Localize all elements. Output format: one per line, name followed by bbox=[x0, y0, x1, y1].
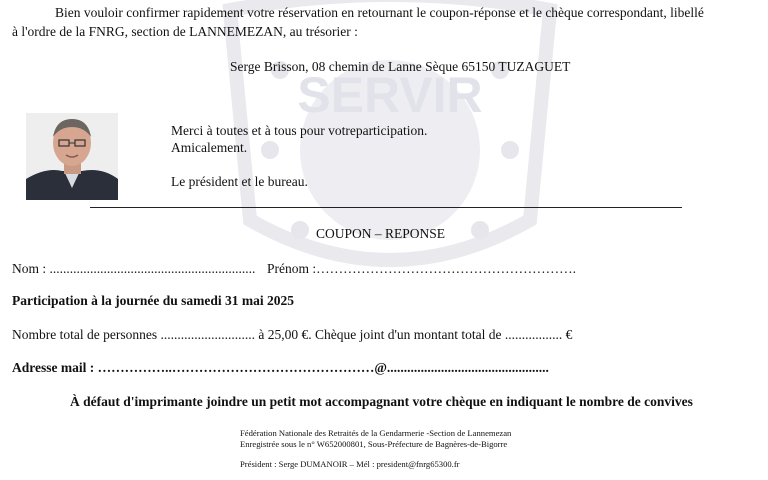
thanks-line-2: Amicalement. bbox=[171, 140, 248, 155]
footer-federation: Fédération Nationale des Retraités de la Gendarmerie -Section de Lannemezan bbox=[240, 428, 512, 438]
treasurer-address: Serge Brisson, 08 chemin de Lanne Sèque 65150 TUZAGUET bbox=[230, 59, 571, 74]
email-field: Adresse mail : ……………..………………………………………@................................................ bbox=[12, 360, 549, 375]
firstname-field: Prénom :…………………………………………………. bbox=[267, 261, 576, 276]
intro-line-1: Bien vouloir confirmer rapidement votre réservation en retournant le coupon-réponse et le chèque correspondant, libellé bbox=[55, 5, 704, 20]
thanks-line-1: Merci à toutes et à tous pour votreparticipation. bbox=[171, 123, 428, 138]
thanks-signature: Le président et le bureau. bbox=[171, 174, 308, 189]
printer-note: À défaut d'imprimante joindre un petit mot accompagnant votre chèque en indiquant le nombre de convives bbox=[70, 394, 693, 409]
footer-registration: Enregistrée sous le n° W652000801, Sous-Préfecture de Bagnères-de-Bigorre bbox=[240, 439, 508, 449]
people-count-line: Nombre total de personnes ............................ à 25,00 €. Chèque joint d'un montant total de ................. € bbox=[12, 327, 573, 342]
section-divider bbox=[90, 207, 682, 208]
coupon-title: COUPON – REPONSE bbox=[316, 226, 446, 241]
event-line: Participation à la journée du samedi 31 mai 2025 bbox=[12, 293, 294, 308]
name-field: Nom : ............................................................. bbox=[12, 261, 256, 276]
intro-line-2: à l'ordre de la FNRG, section de LANNEMEZAN, au trésorier : bbox=[12, 24, 358, 39]
watermark-text: SERVIR bbox=[297, 67, 483, 123]
footer-president-contact: Président : Serge DUMANOIR – Mél : president@fnrg65300.fr bbox=[240, 459, 460, 469]
president-photo bbox=[26, 113, 118, 200]
